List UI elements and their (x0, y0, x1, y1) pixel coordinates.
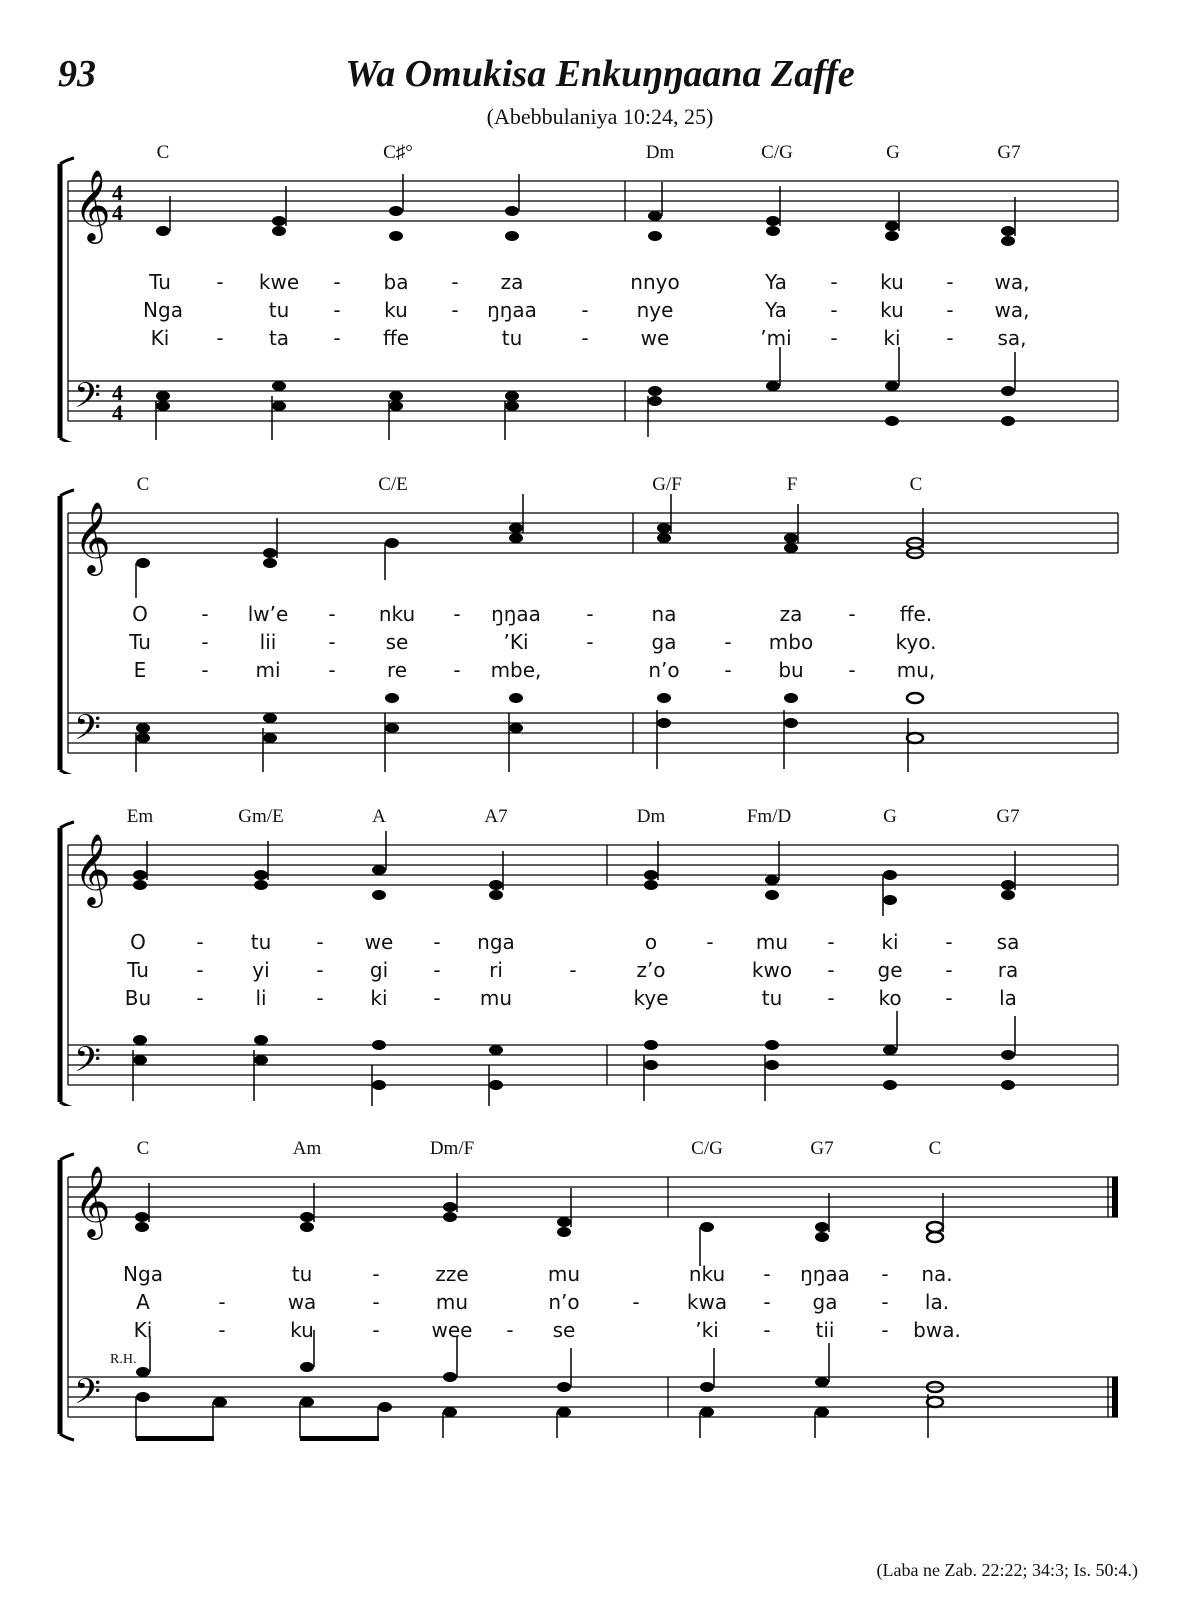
svg-text:𝄢: 𝄢 (74, 1371, 102, 1420)
lyric-syllable: ku (384, 298, 408, 322)
lyric-syllable: mu (435, 1290, 469, 1314)
lyric-syllable: ge (877, 958, 903, 982)
lyric-verse-2: Tu - yi - gi - ri - z’o kwo - ge - ra (127, 958, 1019, 982)
svg-text:𝄞: 𝄞 (74, 500, 111, 573)
lyric-syllable: bu (778, 658, 804, 682)
lyric-syllable: tii (815, 1318, 835, 1342)
lyric-syllable: wa (287, 1290, 317, 1314)
chord-symbol: Dm (645, 142, 675, 163)
lyric-syllable: ra (997, 958, 1019, 982)
lyric-syllable: lii (259, 630, 277, 654)
lyric-syllable: se (552, 1318, 576, 1342)
right-hand-marking: R.H. (110, 1352, 137, 1367)
lyric-syllable: ffe. (899, 602, 933, 626)
lyric-syllable: tu (761, 986, 783, 1010)
lyric-syllable: ta (268, 326, 290, 350)
lyric-verse-1: Nga tu - zze mu nku - ŋŋaa - na. (123, 1262, 953, 1286)
lyric-syllable: na (651, 602, 677, 626)
lyric-syllable: Ya (765, 270, 787, 294)
lyric-syllable: ŋŋaa (487, 298, 537, 322)
lyric-syllable: we (640, 326, 670, 350)
lyric-syllable: mu, (896, 658, 936, 682)
music-system-3 (0, 806, 1200, 1106)
lyric-syllable: Ki (150, 326, 170, 350)
lyric-syllable: la (999, 986, 1017, 1010)
lyric-syllable: gi (369, 958, 389, 982)
footnote-references: (Laba ne Zab. 22:22; 34:3; Is. 50:4.) (876, 1560, 1138, 1580)
chord-symbol: C/G (761, 142, 793, 163)
lyric-syllable: kwa (686, 1290, 728, 1314)
lyric-syllable: ku (290, 1318, 314, 1342)
lyric-syllable: za (500, 270, 524, 294)
chord-symbol: C (136, 474, 150, 495)
lyric-syllable: li (255, 986, 267, 1010)
chord-symbol: Am (292, 1138, 322, 1159)
lyric-syllable: ba (383, 270, 409, 294)
hymn-title: Wa Omukisa Enkuŋŋaana Zaffe (345, 53, 855, 95)
chord-symbol: Gm/E (238, 806, 284, 827)
chord-symbol: G (886, 142, 900, 163)
lyric-syllable: E (133, 658, 147, 682)
chord-symbol: F (786, 474, 798, 495)
lyric-syllable: ’ki (695, 1318, 719, 1342)
lyric-verse-3: Ki - ku - wee - se ’ki - tii - bwa. (133, 1318, 961, 1342)
lyric-syllable: se (385, 630, 409, 654)
chord-symbol: Dm/F (429, 1138, 475, 1159)
lyric-syllable: nku (688, 1262, 726, 1286)
svg-text:𝄢: 𝄢 (74, 375, 102, 424)
lyric-syllable: na. (921, 1262, 953, 1286)
lyric-syllable: ri (489, 958, 503, 982)
lyric-syllable: mu (547, 1262, 581, 1286)
lyric-syllable: ku (880, 270, 904, 294)
lyric-syllable: tu (268, 298, 290, 322)
lyric-syllable: nku (378, 602, 416, 626)
lyric-syllable: lw’e (247, 602, 289, 626)
lyric-syllable: yi (252, 958, 270, 982)
lyric-verse-3: E - mi - re - mbe, n’o - bu - mu, (133, 658, 936, 682)
lyric-syllable: tu (291, 1262, 313, 1286)
chord-symbol: C (909, 474, 923, 495)
lyric-syllable: mi (255, 658, 281, 682)
lyric-syllable: kwe (258, 270, 300, 294)
lyric-verse-1: O - tu - we - nga o - mu - ki - sa (130, 930, 1020, 954)
lyric-syllable: Tu (129, 630, 151, 654)
chord-symbol: G (883, 806, 897, 827)
lyric-syllable: ’mi (760, 326, 792, 350)
lyric-syllable: Tu (127, 958, 149, 982)
lyric-syllable: mbo (768, 630, 814, 654)
lyric-syllable: ki (883, 326, 901, 350)
svg-text:𝄢: 𝄢 (74, 1039, 102, 1088)
lyric-syllable: Tu (149, 270, 171, 294)
lyric-syllable: Nga (123, 1262, 163, 1286)
scripture-reference: (Abebbulaniya 10:24, 25) (486, 104, 714, 129)
lyric-syllable: ’Ki (503, 630, 529, 654)
chord-symbol: C (136, 1138, 150, 1159)
lyric-syllable: O (130, 930, 146, 954)
lyric-syllable: za (779, 602, 803, 626)
lyric-syllable: Ya (765, 298, 787, 322)
chord-symbol: C♯° (383, 142, 413, 163)
chord-symbol: G7 (810, 1138, 834, 1159)
chord-symbol: Fm/D (746, 806, 792, 827)
svg-text:𝄞: 𝄞 (74, 1164, 111, 1237)
lyric-verse-1: O - lw’e - nku - ŋŋaa - na za - ffe. (132, 602, 933, 626)
lyric-syllable: nga (477, 930, 515, 954)
lyric-syllable: ko (878, 986, 902, 1010)
lyric-syllable: kwo (751, 958, 793, 982)
lyric-syllable: o (644, 930, 658, 954)
lyric-syllable: zze (435, 1262, 469, 1286)
svg-text:4: 4 (112, 380, 123, 405)
lyric-syllable: n’o (548, 1290, 580, 1314)
lyric-syllable: ku (880, 298, 904, 322)
lyric-verse-2: Tu - lii - se ’Ki - ga - mbo kyo. (129, 630, 937, 654)
svg-text:4: 4 (112, 400, 123, 425)
lyric-syllable: nye (636, 298, 674, 322)
lyric-syllable: wa, (994, 298, 1030, 322)
hymn-number: 93 (58, 53, 96, 95)
chord-symbol: C (156, 142, 170, 163)
lyric-syllable: re (386, 658, 408, 682)
lyric-syllable: O (132, 602, 148, 626)
chord-symbol: A (372, 806, 386, 827)
lyric-syllable: ŋŋaa (491, 602, 541, 626)
chord-symbol: Dm (636, 806, 666, 827)
chord-symbol: G7 (997, 142, 1021, 163)
lyric-syllable: kye (633, 986, 669, 1010)
lyric-syllable: Nga (143, 298, 183, 322)
lyric-syllable: tu (501, 326, 523, 350)
svg-text:4: 4 (112, 180, 123, 205)
lyric-syllable: tu (250, 930, 272, 954)
lyric-syllable: wee (431, 1318, 473, 1342)
lyric-syllable: bwa. (913, 1318, 961, 1342)
chord-symbol: G/F (652, 474, 682, 495)
lyric-syllable: kyo. (895, 630, 937, 654)
lyric-verse-2: Nga tu - ku - ŋŋaa - nye Ya - ku - wa, (143, 298, 1030, 322)
lyric-syllable: ga (812, 1290, 838, 1314)
lyric-syllable: mu (479, 986, 513, 1010)
lyric-syllable: wa, (994, 270, 1030, 294)
lyric-syllable: z’o (636, 958, 666, 982)
lyric-verse-3: Ki - ta - ffe tu - we ’mi - ki - sa, (150, 326, 1027, 350)
lyric-syllable: nnyo (630, 270, 680, 294)
lyric-syllable: sa, (997, 326, 1027, 350)
lyric-syllable: ga (651, 630, 677, 654)
lyric-syllable: ŋŋaa (800, 1262, 850, 1286)
chord-symbol: C (928, 1138, 942, 1159)
lyric-syllable: sa (996, 930, 1020, 954)
music-system-2 (0, 474, 1200, 774)
lyric-syllable: la. (924, 1290, 950, 1314)
lyric-syllable: ffe (382, 326, 410, 350)
lyric-syllable: Bu (124, 986, 152, 1010)
music-system-1 (0, 142, 1200, 442)
lyric-syllable: mbe, (490, 658, 542, 682)
lyric-syllable: n’o (648, 658, 680, 682)
lyric-syllable: Ki (133, 1318, 153, 1342)
lyric-verse-1: Tu - kwe - ba - za nnyo Ya - ku - wa, (149, 270, 1030, 294)
chord-symbol: A7 (484, 806, 508, 827)
svg-text:𝄢: 𝄢 (74, 707, 102, 756)
lyric-syllable: A (136, 1290, 150, 1314)
svg-text:4: 4 (112, 200, 123, 225)
lyric-verse-3: Bu - li - ki - mu kye tu - ko - la (124, 986, 1017, 1010)
chord-symbol: C/G (691, 1138, 723, 1159)
lyric-verse-2: A - wa - mu n’o - kwa - ga - la. (136, 1290, 950, 1314)
music-system-4 (0, 1138, 1200, 1438)
svg-text:𝄞: 𝄞 (74, 168, 111, 241)
lyric-syllable: we (364, 930, 394, 954)
lyric-syllable: ki (370, 986, 388, 1010)
lyric-syllable: mu (755, 930, 789, 954)
svg-text:𝄞: 𝄞 (74, 832, 111, 905)
chord-symbol: G7 (996, 806, 1020, 827)
chord-symbol: Em (126, 806, 154, 827)
chord-symbol: C/E (378, 474, 408, 495)
lyric-syllable: ki (881, 930, 899, 954)
